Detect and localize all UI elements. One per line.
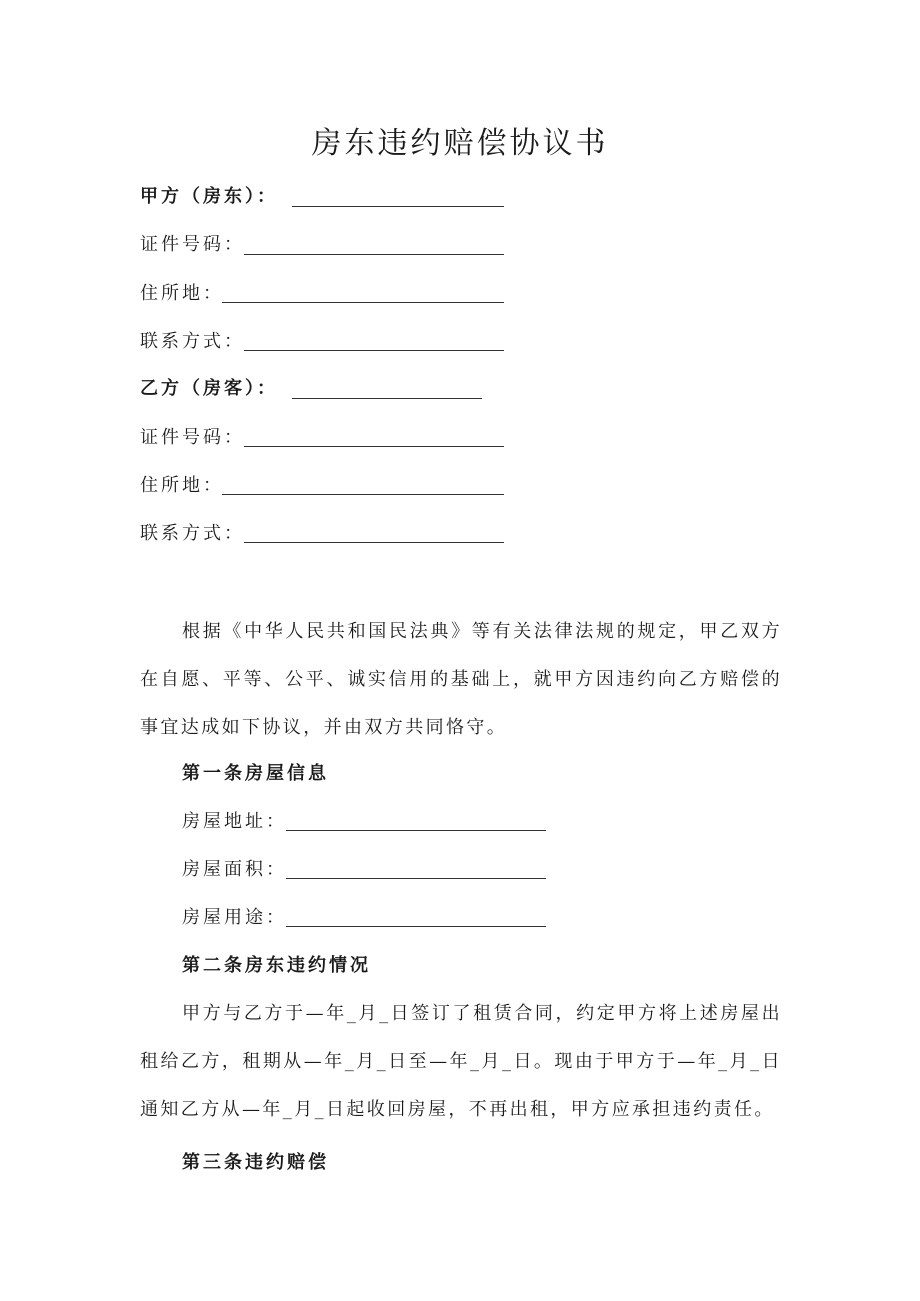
- house-area-blank[interactable]: [286, 878, 546, 879]
- party-a-id-label: 证件号码：: [140, 234, 245, 255]
- article2-heading: 第二条房东违约情况: [182, 955, 371, 976]
- party-a-header: 甲方（房东）：: [140, 186, 278, 207]
- party-a-contact-blank[interactable]: [244, 350, 504, 351]
- house-area-label: 房屋面积：: [182, 859, 287, 880]
- party-a-address-blank[interactable]: [222, 302, 504, 303]
- party-b-address-label: 住所地：: [140, 475, 224, 496]
- article2-paragraph: 甲方与乙方于—年_月_日签订了租赁合同，约定甲方将上述房屋出租给乙方，租期从—年_月_日至—年_月_日。现由于甲方于—年_月_日通知乙方从—年_月_日起收回房屋，不再出租，甲方应承担违约责任。: [140, 1003, 782, 1120]
- preamble-paragraph: 根据《中华人民共和国民法典》等有关法律法规的规定，甲乙双方在自愿、平等、公平、诚实信用的基础上，就甲方因违约向乙方赔偿的事宜达成如下协议，并由双方共同恪守。: [140, 621, 782, 738]
- party-b-header: 乙方（房客）：: [140, 378, 278, 399]
- party-b-contact-label: 联系方式：: [140, 523, 245, 544]
- party-a-name-blank[interactable]: [292, 206, 504, 207]
- article1-heading: 第一条房屋信息: [182, 763, 329, 784]
- party-b-id-blank[interactable]: [244, 446, 504, 447]
- document-title: 房东违约赔偿协议书: [311, 126, 609, 161]
- party-a-id-blank[interactable]: [244, 254, 504, 255]
- party-a-contact-label: 联系方式：: [140, 331, 245, 352]
- house-address-label: 房屋地址：: [182, 811, 287, 832]
- house-address-blank[interactable]: [286, 830, 546, 831]
- article3-heading: 第三条违约赔偿: [182, 1152, 329, 1173]
- party-a-address-label: 住所地：: [140, 283, 224, 304]
- house-usage-label: 房屋用途：: [182, 907, 287, 928]
- house-usage-blank[interactable]: [286, 926, 546, 927]
- party-b-id-label: 证件号码：: [140, 427, 245, 448]
- party-b-contact-blank[interactable]: [244, 542, 504, 543]
- party-b-address-blank[interactable]: [222, 494, 504, 495]
- party-b-name-blank[interactable]: [292, 398, 482, 399]
